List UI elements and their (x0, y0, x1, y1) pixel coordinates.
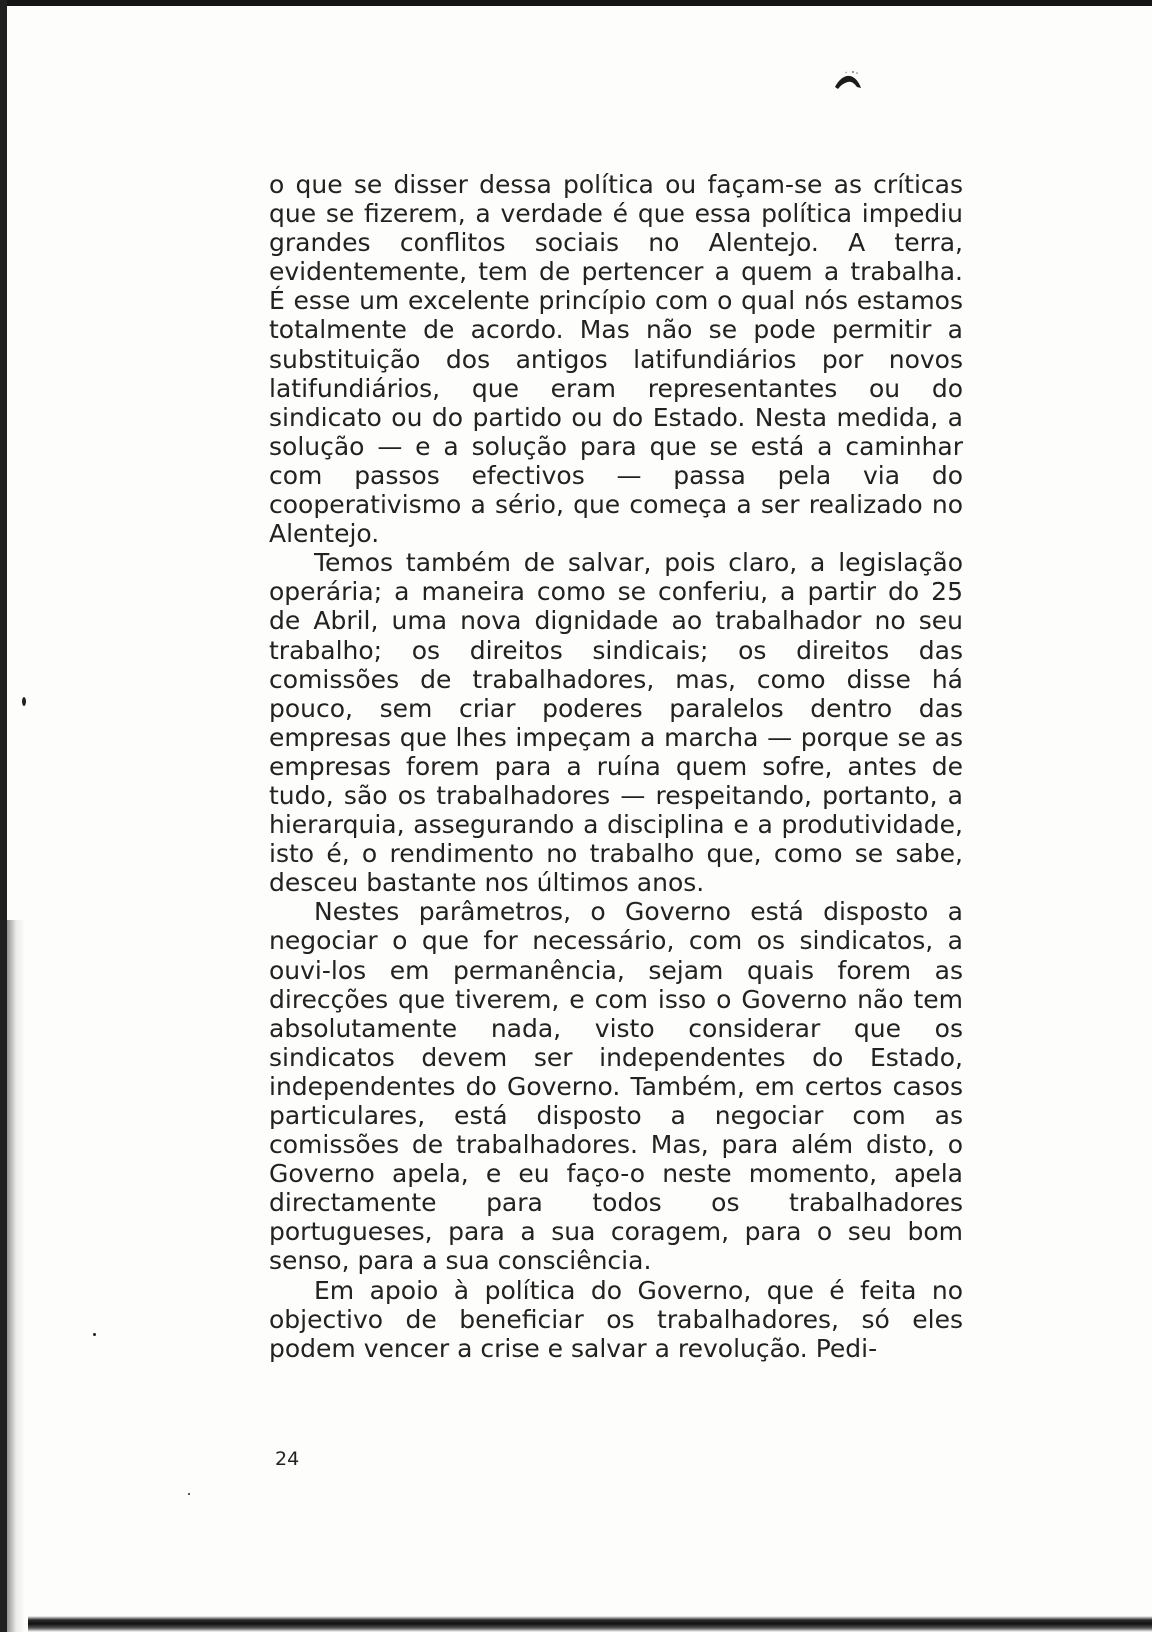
page-number: 24 (275, 1448, 300, 1470)
top-scan-border (0, 0, 1152, 6)
ink-mark-icon (834, 70, 862, 90)
bottom-scan-border (28, 1616, 1152, 1632)
paragraph: Temos também de salvar, pois claro, a legislação operária; a maneira como se conferiu, a partir do 25 de Abril, uma nova dignidade ao trabalhador no seu trabalho; os direitos sindicais; os direitos das comissões de trabalhadores, mas, como disse há pouco, sem criar poderes paralelos dentro das empresas que lhes impeçam a marcha — porque se as empresas forem para a ruína quem sofre, antes de tudo, são os trabalhadores — respeitando, portanto, a hierarquia, assegurando a disciplina e a produtividade, isto é, o rendimento no trabalho que, como se sabe, desceu bastante nos últimos anos. (269, 548, 963, 898)
left-binding-shadow (7, 920, 25, 1632)
scan-speck (188, 1493, 190, 1495)
paragraph: o que se disser dessa política ou façam-se as críticas que se fizerem, a verdade é que essa política impediu grandes conflitos sociais no Alentejo. A terra, evidentemente, tem de pertencer a quem a trabalha. É esse um excelente princípio com o qual nós estamos totalmente de acordo. Mas não se pode permitir a substituição dos antigos latifundiários por novos latifundiários, que eram representantes ou do sindicato ou do partido ou do Estado. Nesta medida, a solução — e a solução para que se está a caminhar com passos efectivos — passa pela via do cooperativismo a sério, que começa a ser realizado no Alentejo. (269, 170, 963, 549)
scan-speck (22, 697, 26, 706)
document-body (269, 170, 963, 1363)
paragraph: Em apoio à política do Governo, que é feita no objectivo de beneficiar os trabalhadores, só eles podem vencer a crise e salvar a revolução. Pedi- (269, 1275, 963, 1363)
scan-speck (93, 1333, 96, 1336)
paragraph: Nestes parâmetros, o Governo está disposto a negociar o que for necessário, com os sindicatos, a ouvi-los em permanência, sejam quais forem as direcções que tiverem, e com isso o Governo não tem absolutamente nada, visto considerar que os sindicatos devem ser independentes do Estado, independentes do Governo. Também, em certos casos particulares, está disposto a negociar com as comissões de trabalhadores. Mas, para além disto, o Governo apela, e eu faço-o neste momento, apela directamente para todos os trabalhadores portugueses, para a sua coragem, para o seu bom senso, para a sua consciência. (269, 897, 963, 1276)
left-scan-border (0, 0, 7, 1632)
